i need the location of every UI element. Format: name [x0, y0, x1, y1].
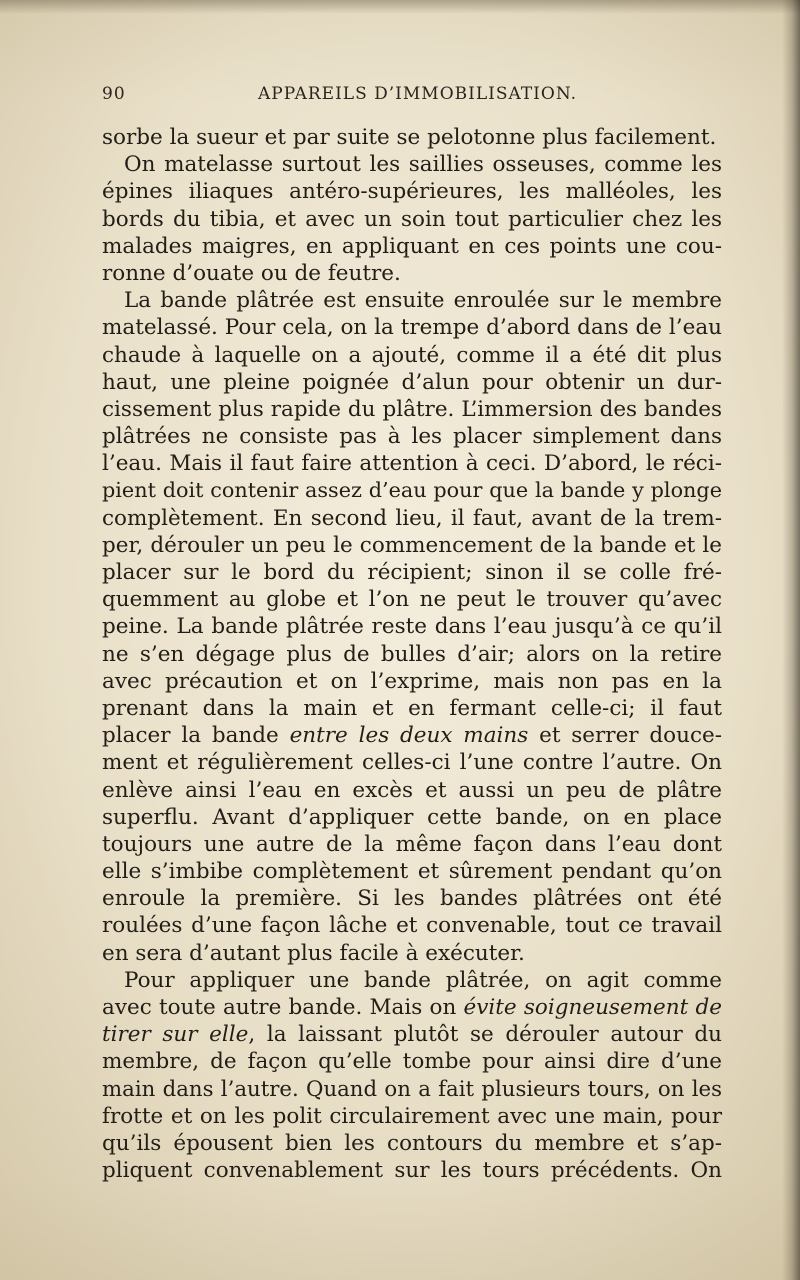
text-line: placer la bande entre les deux mains et serrer douce-: [102, 723, 722, 749]
text-line: complètement. En second lieu, il faut, avant de la trem-: [102, 505, 722, 531]
text-line: plâtrées ne consiste pas à les placer simplement dans: [102, 424, 722, 450]
text-line: ment et régulièrement celles-ci l’une contre l’autre. On: [102, 750, 722, 776]
page-header: [102, 84, 722, 112]
text-line: chaude à laquelle on a ajouté, comme il a été dit plus: [102, 342, 722, 368]
text-line: l’eau. Mais il faut faire attention à ceci. D’abord, le réci-: [102, 451, 722, 477]
text-line: ronne d’ouate ou de feutre.: [102, 260, 401, 286]
text-line: avec précaution et on l’exprime, mais non pas en la: [102, 668, 722, 694]
text-line: épines iliaques antéro-supérieures, les malléoles, les: [102, 179, 722, 205]
text-line: frotte et on les polit circulairement avec une main, pour: [102, 1103, 722, 1129]
text-line: sorbe la sueur et par suite se pelotonne plus facilement.: [102, 125, 717, 150]
text-line: Pour appliquer une bande plâtrée, on agit comme: [124, 967, 722, 993]
text-line: toujours une autre de la même façon dans l’eau dont: [102, 831, 722, 857]
text-line: enlève ainsi l’eau en excès et aussi un peu de plâtre: [102, 777, 722, 803]
running-head: APPAREILS D’IMMOBILISATION.: [258, 84, 578, 104]
text-line: malades maigres, en appliquant en ces points une cou-: [102, 233, 722, 259]
page-top-shadow: [0, 0, 800, 14]
body-text: [102, 124, 722, 1184]
text-line: avec toute autre bande. Mais on évite soigneusement de: [102, 995, 722, 1020]
text-line: placer sur le bord du récipient; sinon il se colle fré-: [102, 560, 722, 585]
text-line: quemment au globe et l’on ne peut le trouver qu’avec: [102, 587, 722, 613]
text-line: cissement plus rapide du plâtre. L’immersion des bandes: [102, 396, 722, 422]
text-line: haut, une pleine poignée d’alun pour obtenir un dur-: [102, 369, 722, 395]
text-line: prenant dans la main et en fermant celle-ci; il faut: [102, 695, 722, 721]
text-line: membre, de façon qu’elle tombe pour ainsi dire d’une: [102, 1049, 722, 1075]
text-line: pliquent convenablement sur les tours précédents. On: [102, 1158, 722, 1184]
text-line: enroule la première. Si les bandes plâtrées ont été: [102, 886, 722, 912]
page-number: 90: [102, 84, 126, 104]
page-binding-shadow: [782, 0, 800, 1280]
text-line: main dans l’autre. Quand on a fait plusieurs tours, on les: [102, 1076, 722, 1102]
text-line: La bande plâtrée est ensuite enroulée sur le membre: [124, 288, 722, 314]
text-line: pient doit contenir assez d’eau pour que la bande y plonge: [102, 478, 722, 503]
text-line: elle s’imbibe complètement et sûrement pendant qu’on: [102, 859, 722, 885]
text-line: peine. La bande plâtrée reste dans l’eau jusqu’à ce qu’il: [102, 614, 722, 640]
text-line: On matelasse surtout les saillies osseuses, comme les: [124, 152, 722, 178]
text-line: ne s’en dégage plus de bulles d’air; alors on la retire: [102, 641, 722, 667]
text-line: superflu. Avant d’appliquer cette bande, on en place: [102, 804, 722, 830]
text-line: qu’ils épousent bien les contours du membre et s’ap-: [102, 1130, 722, 1156]
text-line: tirer sur elle, la laissant plutôt se dérouler autour du: [102, 1022, 722, 1048]
text-line: matelassé. Pour cela, on la trempe d’abord dans de l’eau: [102, 315, 722, 341]
text-line: bords du tibia, et avec un soin tout particulier chez les: [102, 206, 722, 232]
text-line: en sera d’autant plus facile à exécuter.: [102, 940, 525, 966]
text-line: roulées d’une façon lâche et convenable, tout ce travail: [102, 913, 722, 939]
text-line: per, dérouler un peu le commencement de la bande et le: [102, 532, 722, 558]
